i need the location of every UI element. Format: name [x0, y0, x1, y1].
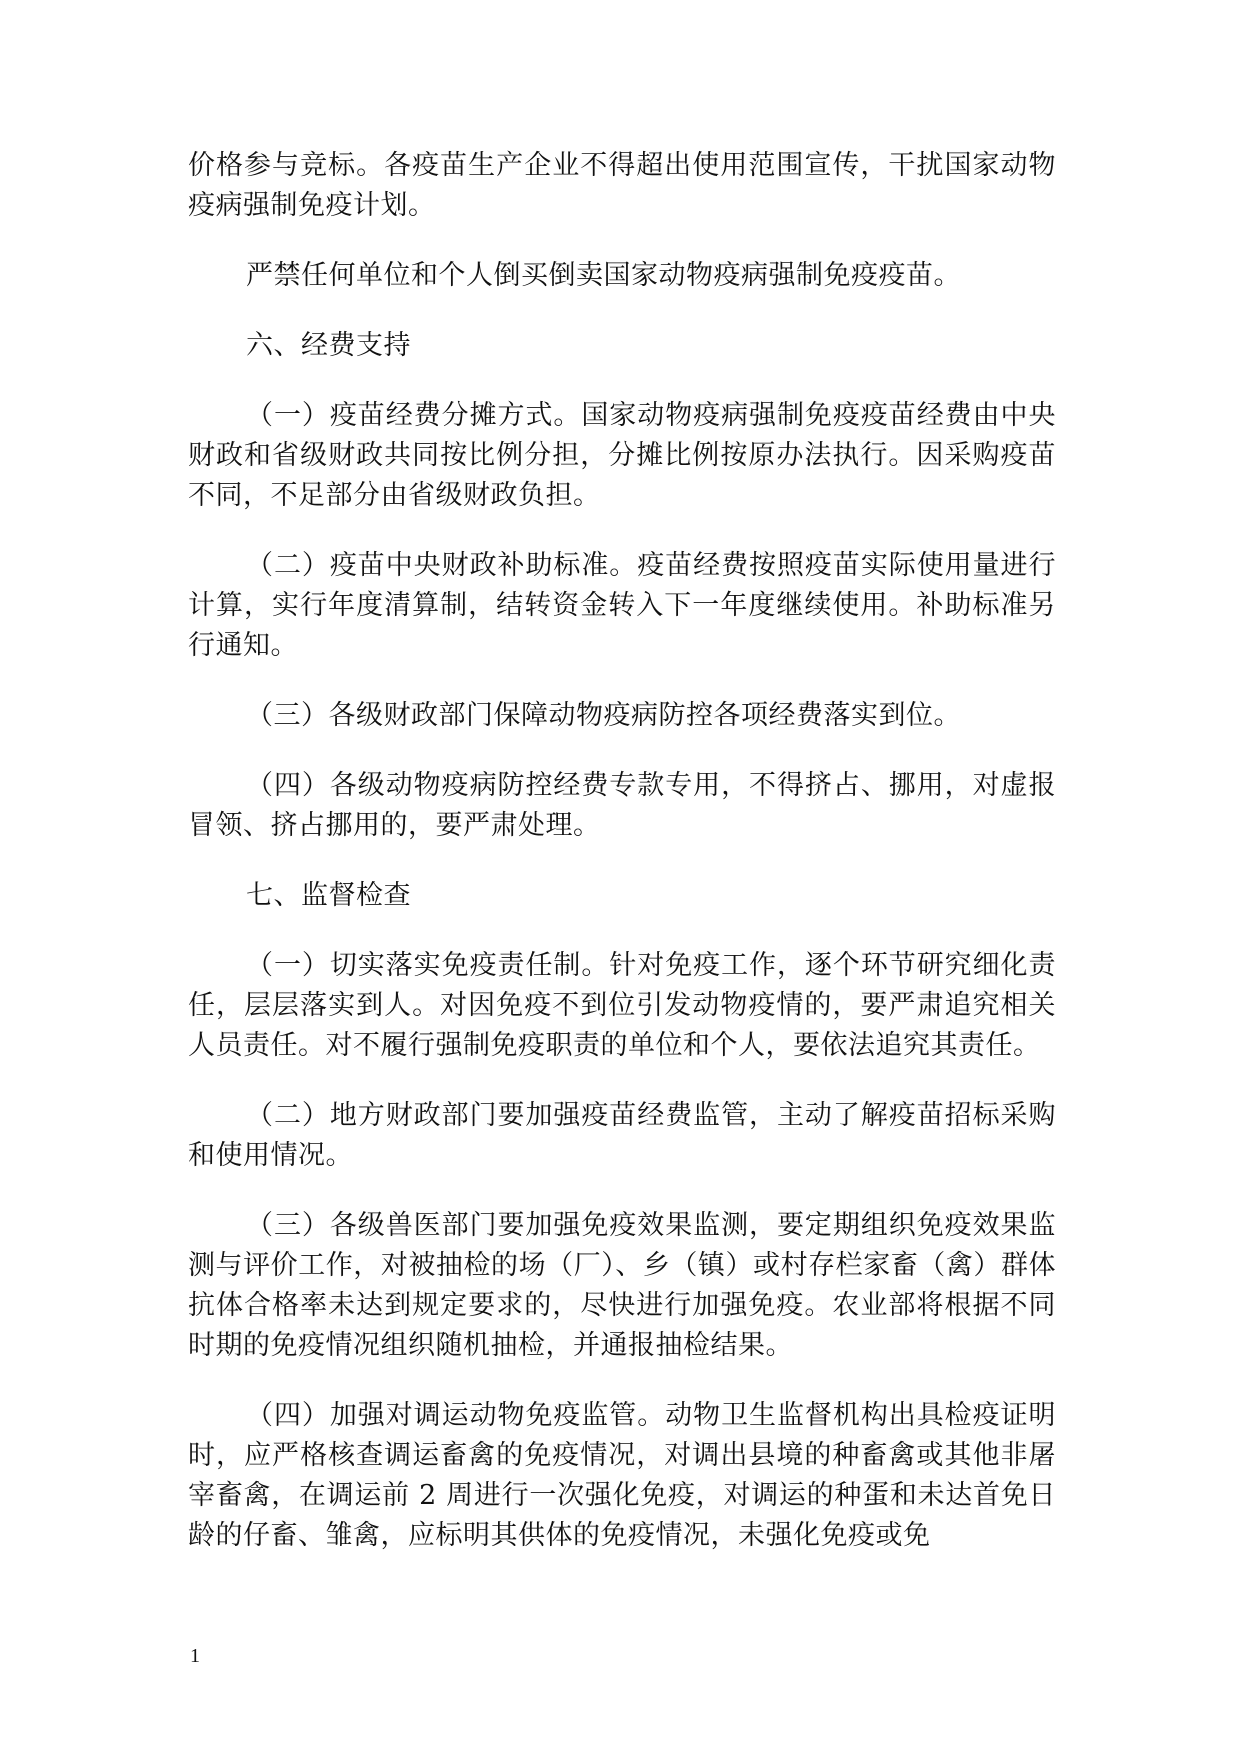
paragraph-supervision-3: （三）各级兽医部门要加强免疫效果监测，要定期组织免疫效果监测与评价工作，对被抽检的场（厂）、乡（镇）或村存栏家畜（禽）群体抗体合格率未达到规定要求的，尽快进行加强免疫。农业部将根据不同时期的免疫情况组织随机抽检，并通报抽检结果。: [188, 1210, 1056, 1361]
paragraph-prohibition: 严禁任何单位和个人倒买倒卖国家动物疫病强制免疫疫苗。: [246, 260, 961, 291]
document-body: [188, 146, 1056, 1586]
paragraph-supervision-4: （四）加强对调运动物免疫监管。动物卫生监督机构出具检疫证明时，应严格核查调运畜禽的免疫情况，对调出县境的种畜禽或其他非屠宰畜禽，在调运前 2 周进行一次强化免疫，对调运的种蛋和未达首免日龄的仔畜、雏禽，应标明其供体的免疫情况，未强化免疫或免: [188, 1400, 1056, 1551]
section-heading-funding: 六、经费支持: [246, 330, 411, 361]
paragraph-supervision-1: （一）切实落实免疫责任制。针对免疫工作，逐个环节研究细化责任，层层落实到人。对因免疫不到位引发动物疫情的，要严肃追究相关人员责任。对不履行强制免疫职责的单位和个人，要依法追究其责任。: [188, 950, 1056, 1061]
paragraph-funding-4: （四）各级动物疫病防控经费专款专用，不得挤占、挪用，对虚报冒领、挤占挪用的，要严肃处理。: [188, 770, 1056, 841]
paragraph-supervision-2: （二）地方财政部门要加强疫苗经费监管，主动了解疫苗招标采购和使用情况。: [188, 1100, 1056, 1171]
page-number: 1: [190, 1645, 200, 1667]
paragraph-continuation: 价格参与竞标。各疫苗生产企业不得超出使用范围宣传，干扰国家动物疫病强制免疫计划。: [188, 150, 1056, 221]
paragraph-funding-2: （二）疫苗中央财政补助标准。疫苗经费按照疫苗实际使用量进行计算，实行年度清算制，结转资金转入下一年度继续使用。补助标准另行通知。: [188, 550, 1056, 661]
paragraph-funding-1: （一）疫苗经费分摊方式。国家动物疫病强制免疫疫苗经费由中央财政和省级财政共同按比例分担，分摊比例按原办法执行。因采购疫苗不同，不足部分由省级财政负担。: [188, 400, 1056, 511]
section-heading-supervision: 七、监督检查: [246, 880, 411, 911]
paragraph-funding-3: （三）各级财政部门保障动物疫病防控各项经费落实到位。: [246, 700, 961, 731]
